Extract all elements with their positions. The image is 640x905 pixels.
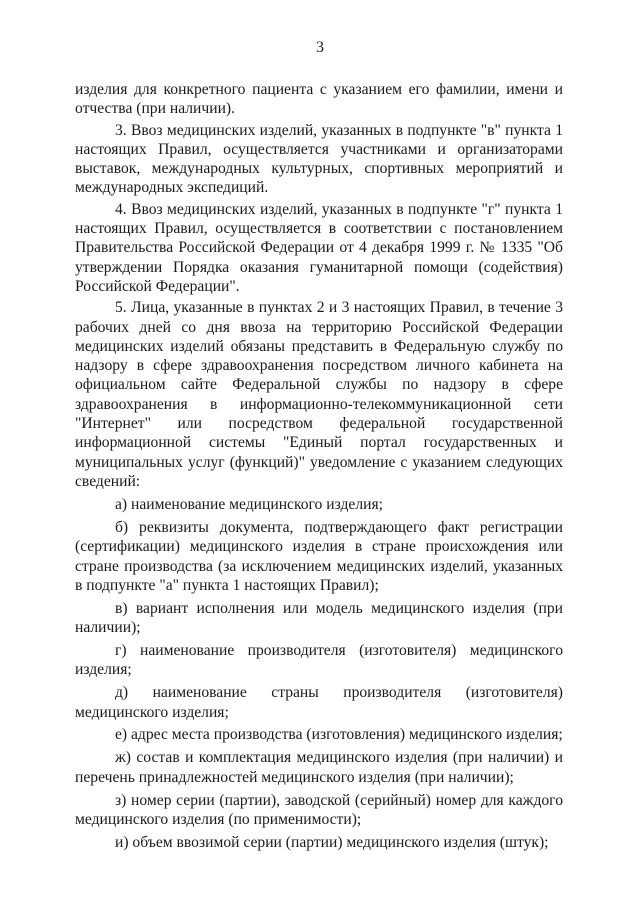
list-item-g: г) наименование производителя (изготовителя) медицинского изделия; [75,642,563,679]
page-number: 3 [316,39,324,56]
paragraph-4: 4. Ввоз медицинских изделий, указанных в подпункте "г" пункта 1 настоящих Правил, осуществляется в соответствии с постановлением Правительства Российской Федерации от 4 декабря 1999 г. № 1335 "Об утверждении Порядка оказания гуманитарной помощи (содействия) Российской Федерации". [75,200,563,295]
list-item-d: д) наименование страны производителя (изготовителя) медицинского изделия; [75,684,563,721]
document-body [75,80,563,852]
list-item-zh: ж) состав и комплектация медицинского изделия (при наличии) и перечень принадлежностей медицинского изделия (при наличии); [75,749,563,786]
paragraph-continuation: изделия для конкретного пациента с указанием его фамилии, имени и отчества (при наличии). [75,81,563,118]
list-item-e: е) адрес места производства (изготовления) медицинского изделия; [115,726,563,744]
list-item-b: б) реквизиты документа, подтверждающего факт регистрации (сертификации) медицинского изделия в стране происхождения или стране производства (за исключением медицинских изделий, указанных в подпункте "а" пункта 1 настоящих Правил); [75,519,563,595]
notification-details-list [75,495,563,852]
list-item-v: в) вариант исполнения или модель медицинского изделия (при наличии); [75,599,563,637]
paragraph-3: 3. Ввоз медицинских изделий, указанных в подпункте "в" пункта 1 настоящих Правил, осуществляется участниками и организаторами выставок, международных культурных, спортивных мероприятий и международных экспедиций. [75,121,563,197]
list-item-a: а) наименование медицинского изделия; [115,496,383,514]
paragraph-5: 5. Лица, указанные в пунктах 2 и 3 настоящих Правил, в течение 3 рабочих дней со дня ввоза на территорию Российской Федерации медицинских изделий обязаны представить в Федеральную службу по надзору в сфере здравоохранения посредством личного кабинета на официальном сайте Федеральной службы по надзору в сфере здравоохранения в информационно-телекоммуникационной сети "Интернет" или посредством федеральной государственной информационной системы "Единый портал государственных и муниципальных услуг (функций)" уведомление с указанием следующих сведений: [75,299,563,490]
list-item-i: и) объем ввозимой серии (партии) медицинского изделия (штук); [115,833,549,851]
list-item-z: з) номер серии (партии), заводской (серийный) номер для каждого медицинского изделия (по применимости); [75,791,563,828]
